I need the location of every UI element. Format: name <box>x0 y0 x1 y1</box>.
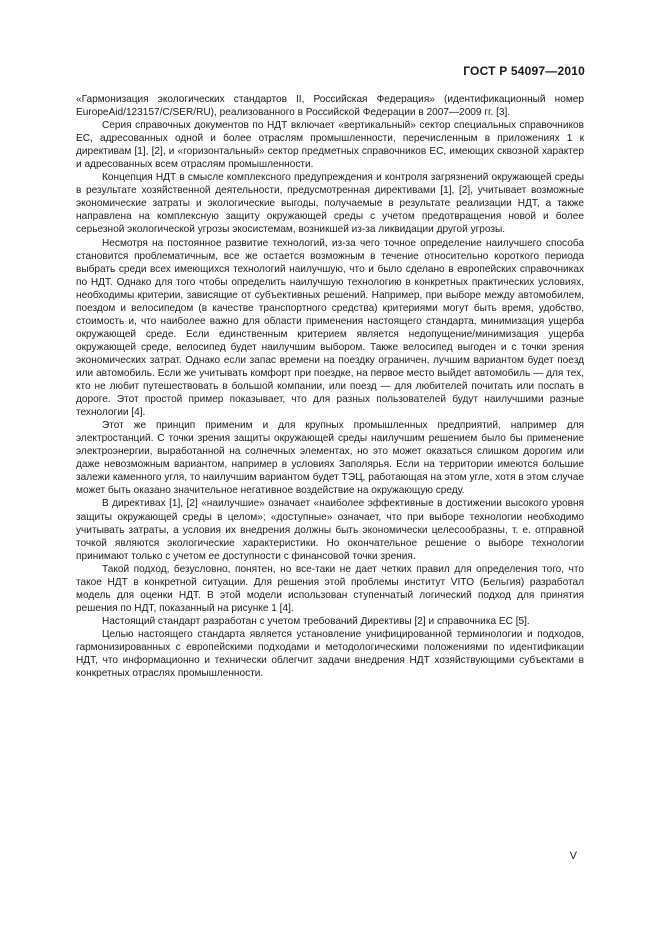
paragraph-definitions: В директивах [1], [2] «наилучшие» означает «наиболее эффективные в достижении высокого уровня защиты окружающей среды в целом»; «доступные» означает, что при выборе технологии необходимо учитывать затраты, а условия их внедрения должны быть экономически целесообразны, т. е. отправной точкой являются экологические характеристики. Но окончательное решение о выборе технологии принимают только с учетом ее доступности с финансовой точки зрения. <box>76 498 584 562</box>
paragraph-series: Серия справочных документов по НДТ включает «вертикальный» сектор специальных справочников ЕС, адресованных одной и более отраслям промышленности, перечисленным в приложениях 1 к директивам [1], [2], и «горизонтальный» сектор предметных справочников ЕС, имеющих сквозной характер и адресованных всем отраслям промышленности. <box>76 120 584 171</box>
body-text <box>76 93 584 680</box>
page-number: V <box>569 850 577 862</box>
paragraph-concept: Концепция НДТ в смысле комплексного предупреждения и контроля загрязнений окружающей среды в результате хозяйственной деятельности, предусмотренная директивами [1], [2], учитывает возможные экономические затраты и экологические выгоды, получаемые в результате реализации НДТ, а также направлена на комплексную защиту окружающей среды с учетом предотвращения новой и более серьезной экологической угрозы экосистемам, возникшей из-за ликвидации другой угрозы. <box>76 172 584 236</box>
paragraph-continuation: «Гармонизация экологических стандартов II, Российская Федерация» (идентификационный номер EuropeAid/123157/C/SER/RU), реализованного в Российской Федерации в 2007—2009 гг. [3]. <box>76 94 584 119</box>
standard-code: ГОСТ Р 54097—2010 <box>463 64 585 78</box>
paragraph-example: Несмотря на постоянное развитие технологий, из-за чего точное определение наилучшего способа становится проблематичным, все же остается возможным в течение относительно короткого периода выбрать среди всех имеющихся технологий наилучшую, что и было сделано в европейских справочниках по НДТ. Однако для того чтобы определить наилучшую технологию в конкретных практических условиях, необходимы критерии, зависящие от субъективных решений. Например, при выборе между автомобилем, поездом и велосипедом (в качестве транспортного средства) критериями могут быть время, удобство, стоимость и, что наиболее важно для области применения настоящего стандарта, минимизация ущерба окружающей среде. Если единственным критерием является недопущение/минимизация ущерба окружающей среде, велосипед будет наилучшим выбором. Также велосипед выгоден и с точки зрения экономических затрат. Однако если запас времени на поездку ограничен, лучшим вариантом будет поезд или автомобиль. Если же учитывать комфорт при поездке, на первое место выйдет автомобиль — для тех, кто не любит путешествовать в большой компании, или поезд — для любителей почитать или поспать в дороге. Этот простой пример показывает, что для разных пользователей будут наилучшими разные технологии [4]. <box>76 237 584 419</box>
paragraph-principle: Этот же принцип применим и для крупных промышленных предприятий, например для электростанций. С точки зрения защиты окружающей среды наилучшим решением было бы применение электроэнергии, выработанной на солнечных элементах, но это может оказаться слишком дорогим или даже невозможным вариантом, например в условиях Заполярья. Если на территории имеются большие залежи каменного угля, то наилучшим вариантом будет ТЭЦ, работающая на этом угле, хотя в этом случае может быть оказано значительное негативное воздействие на окружающую среду. <box>76 420 584 497</box>
paragraph-basis: Настоящий стандарт разработан с учетом требований Директивы [2] и справочника ЕС [5]. <box>102 615 530 627</box>
paragraph-approach: Такой подход, безусловно, понятен, но все-таки не дает четких правил для определения того, что такое НДТ в конкретной ситуации. Для решения этой проблемы институт VITO (Бельгия) разработал модель для оценки НДТ. В этой модели использован ступенчатый логический подход для принятия решения по НДТ, показанный на рисунке 1 [4]. <box>76 563 584 614</box>
paragraph-purpose: Целью настоящего стандарта является установление унифицированной терминологии и подходов, гармонизированных с европейскими подходами и методологическими положениями по идентификации НДТ, что информационно и технически облегчит задачи внедрения НДТ хозяйствующими субъектами в конкретных отраслях промышленности. <box>76 628 584 680</box>
